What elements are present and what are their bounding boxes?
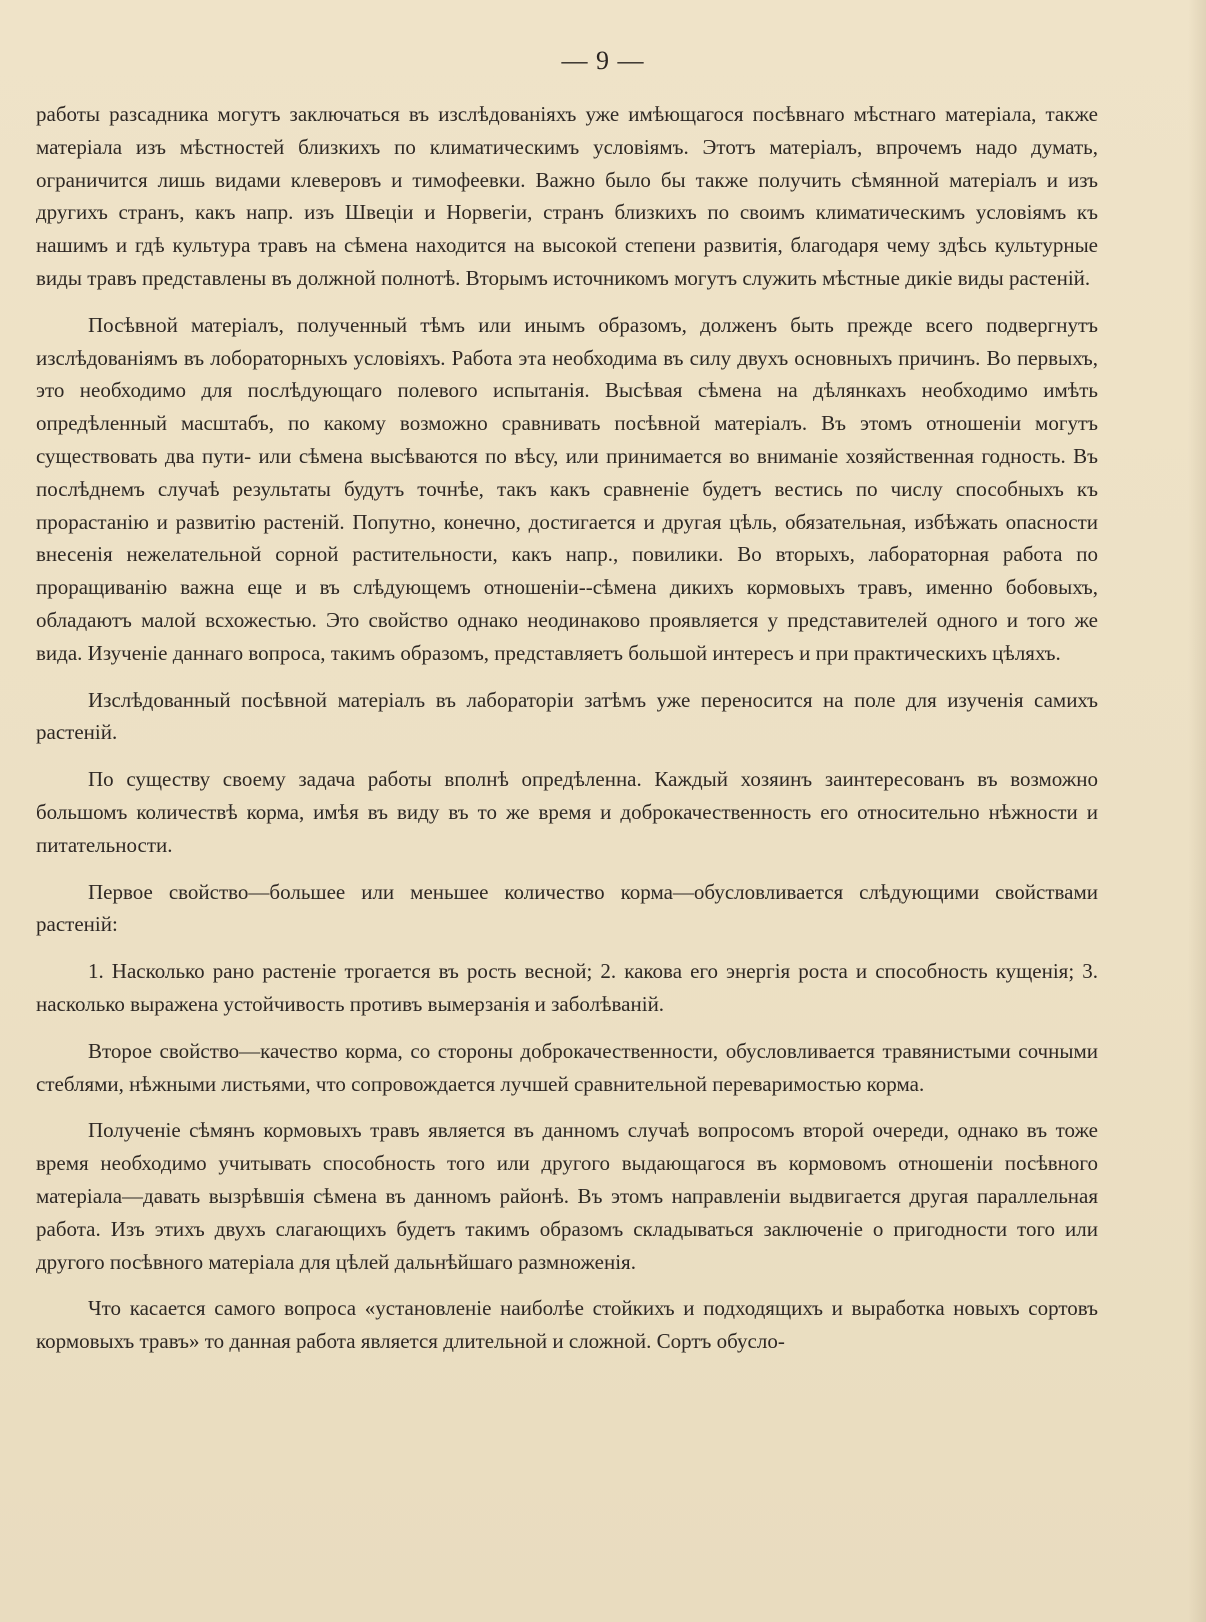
page-number: — 9 — — [561, 46, 645, 75]
paragraph-7: Второе свойство—качество корма, со стороны доброкачественности, обусловливается травянистыми сочными стеблями, нѣжными листьями, что сопровождается лучшей сравнительной переваримостью корма. — [36, 1038, 1098, 1096]
paragraph-1: работы разсадника могутъ заключаться въ изслѣдованіяхъ уже имѣющагося посѣвнаго мѣстнаго матеріала, также матеріала изъ мѣстностей близкихъ по климатическимъ условіямъ. Этотъ матеріалъ, впрочемъ надо думать, ограничится лишь видами клеверовъ и тимофеевки. Важно было бы также получить сѣмянной матеріалъ и изъ другихъ странъ, какъ напр. изъ Швеціи и Норвегіи, странъ близкихъ по своимъ климатическимъ условіямъ къ нашимъ и гдѣ культура травъ на сѣмена находится на высокой степени развитія, благодаря чему здѣсь культурные виды травъ представлены въ должной полнотѣ. Вторымъ источникомъ могутъ служить мѣстные дикіе виды растеній. — [36, 102, 1098, 290]
body-text — [36, 98, 1098, 1372]
paragraph-6: 1. Насколько рано растеніе трогается въ рость весной; 2. какова его энергія роста и способность кущенія; 3. насколько выражена устойчивость противъ вымерзанія и заболѣваній. — [36, 959, 1098, 1016]
paragraph-3: Изслѣдованный посѣвной матеріалъ въ лабораторіи затѣмъ уже переносится на поле для изученія самихъ растеній. — [36, 687, 1098, 745]
paragraph-4: По существу своему задача работы вполнѣ опредѣленна. Каждый хозяинъ заинтересованъ въ возможно большомъ количествѣ корма, имѣя въ виду въ то же время и доброкачественность его относительно нѣжности и питательности. — [36, 767, 1098, 857]
paragraph-2: Посѣвной матеріалъ, полученный тѣмъ или инымъ образомъ, долженъ быть прежде всего подвергнутъ изслѣдованіямъ въ лобораторныхъ условіяхъ. Работа эта необходима въ силу двухъ основныхъ причинъ. Во первыхъ, это необходимо для послѣдующаго полевого испытанія. Высѣвая сѣмена на дѣлянкахъ необходимо имѣть опредѣленный масштабъ, по какому возможно сравнивать посѣвной матеріалъ. Въ этомъ отношеніи могутъ существовать два пути- или сѣмена высѣваются по вѣсу, или принимается во вниманіе хозяйственная годность. Въ послѣднемъ случаѣ результаты будутъ точнѣе, такъ какъ сравненіе будетъ вестись по числу способныхъ къ прорастанію и развитію растеній. Попутно, конечно, достигается и другая цѣль, обязательная, избѣжать опасности внесенія нежелательной сорной растительности, какъ напр., повилики. Во вторыхъ, лабораторная работа по проращиванію важна еще и въ слѣдующемъ отношеніи--сѣмена дикихъ кормовыхъ травъ, именно бобовыхъ, обладаютъ малой всхожестью. Это свойство однако неодинаково проявляется у представителей одного и того же вида. Изученіе даннаго вопроса, такимъ образомъ, представляетъ большой интересъ и при практическихъ цѣляхъ. — [36, 312, 1098, 665]
paragraph-5: Первое свойство—большее или меньшее количество корма—обусловливается слѣдующими свойствами растеній: — [36, 879, 1098, 937]
paragraph-8: Полученіе сѣмянъ кормовыхъ травъ является въ данномъ случаѣ вопросомъ второй очереди, однако въ тоже время необходимо учитывать способность того или другого выдающагося въ кормовомъ отношеніи посѣвного матеріала—давать вызрѣвшія сѣмена въ данномъ районѣ. Въ этомъ направленіи выдвигается другая параллельная работа. Изъ этихъ двухъ слагающихъ будетъ такимъ образомъ складываться заключеніе о пригодности того или другого посѣвного матеріала для цѣлей дальнѣйшаго размноженія. — [36, 1118, 1098, 1274]
paragraph-9: Что касается самого вопроса «установленіе наиболѣе стойкихъ и подходящихъ и выработка новыхъ сортовъ кормовыхъ травъ» то данная работа является длительной и сложной. Сортъ обусло- — [36, 1296, 1098, 1354]
